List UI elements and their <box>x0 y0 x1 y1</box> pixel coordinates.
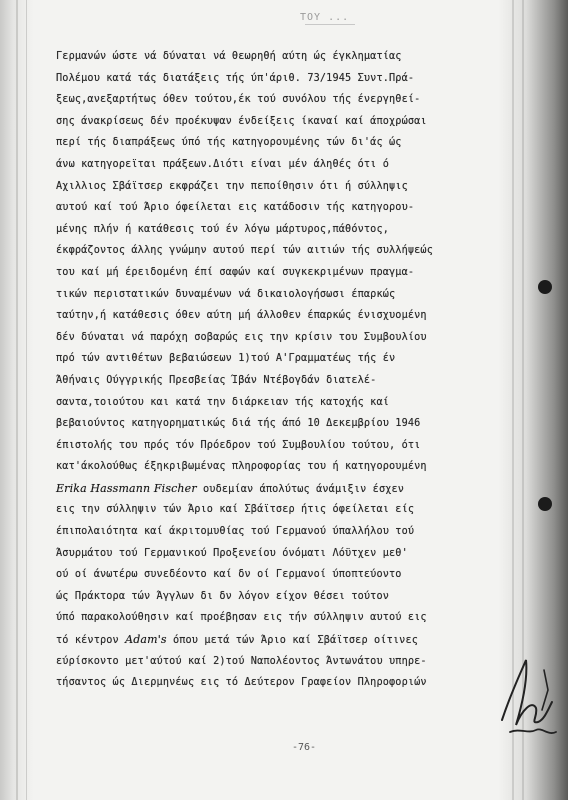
punch-hole <box>538 280 552 294</box>
text-line: εύρίσκοντο μετ'αύτού καί 2)τού Ναπολέοντος Άντωνάτου υπηρε- <box>56 655 427 667</box>
text-line: έπιστολής του πρός τόν Πρόεδρον τού Συμβουλίου τούτου, ότι <box>56 439 421 451</box>
top-note: ΤΟΥ ... <box>300 12 350 23</box>
text-line: μένης πλήν ή κατάθεσις τού έν λόγω μάρτυρος,πάθόντος, <box>56 223 390 235</box>
text-line: Άθήναις Ούγγρικής Πρεσβείας Ίβάν Ντέβογδάν διατελέ- <box>56 374 377 386</box>
left-binding-edge <box>0 0 34 800</box>
handwritten-signature <box>492 650 564 750</box>
text-line: έκφράζοντος άλλης γνώμην αυτού περί τών αιτιών τής συλλήψεώς <box>56 245 434 257</box>
text-line: Άσυρμάτου τού Γερμανικού Προξενείου όνόματι Λόϋτχεν μεθ' <box>56 547 408 559</box>
punch-hole <box>538 497 552 511</box>
text-line: ώς Πράκτορα τών Άγγλων δι δν λόγον είχον θέσει τούτον <box>56 590 390 602</box>
text-line: Πολέμου κατά τάς διατάξεις τής ύπ'άριθ. 73/1945 Συντ.Πρά- <box>56 72 415 84</box>
text-line: τήσαντος ώς Διερμηνέως εις τό Δεύτερον Γραφείον Πληροφοριών <box>56 677 427 689</box>
text-line: αυτού καί τού Άριο όφείλεται εις κατάδοσιν τής κατηγορου- <box>56 202 415 214</box>
text-line: Erika Hassmann Fischer ουδεμίαν άπολύτως άνάμιξιν έσχεν <box>56 481 405 495</box>
text-line: βεβαιούντος κατηγορηματικώς διά τής άπό 10 Δεκεμβρίου 1946 <box>56 418 421 430</box>
text-line: τό κέντρον Adam's όπου μετά τών Άριο καί Σβάϊτσερ οίτινες <box>56 633 419 647</box>
text-line: εις την σύλληψιν τών Άριο καί Σβάϊτσερ ήτις όφείλεται είς <box>56 504 415 516</box>
text-line: Αχιλλιος Σβάϊτσερ εκφράζει την πεποίθησιν ότι ή σύλληψις <box>56 180 408 192</box>
text-line: δέν δύναται νά παρόχη σοβαρώς εις την κρίσιν του Συμβουλίου <box>56 331 427 343</box>
text-line: κατ'άκολούθως έξηκριβωμένας πληροφορίας του ή κατηγορουμένη <box>56 461 427 473</box>
text-line: ύπό παρακολούθησιν καί προέβησαν εις τήν σύλληψιν αυτού εις <box>56 612 427 624</box>
top-note-underline <box>305 24 355 25</box>
text-line: σαντα,τοιούτου και κατά την διάρκειαν τής κατοχής καί <box>56 396 390 408</box>
text-line: πρό τών αντιθέτων βεβαιώσεων 1)τού Α'Γραμματέως τής έν <box>56 353 396 365</box>
text-line: σης άνακρίσεως δέν προέκυψαν ένδείξεις ίκαναί καί άποχρώσαι <box>56 115 427 127</box>
handwritten-insertion: Adam's <box>125 633 167 647</box>
page-number: -76- <box>292 742 317 753</box>
text-line: τικών περιστατικών δυναμένων νά δικαιολογήσωσι έπαρκώς <box>56 288 396 300</box>
typed-text-body <box>56 46 496 694</box>
text-line: περί τής διαπράξεως ύπό τής κατηγορουμένης τών δι'άς ώς <box>56 137 402 149</box>
text-line: έπιπολαιότητα καί άκριτομυθίας τού Γερμανού ύπαλλήλου τού <box>56 526 415 538</box>
handwritten-insertion: Erika Hassmann Fischer <box>56 481 197 495</box>
text-line: του καί μή έρειδομένη έπί σαφών καί συγκεκριμένων πραγμα- <box>56 266 415 278</box>
text-line: ξεως,ανεξαρτήτως όθεν τούτου,έκ τού συνόλου τής ένεργηθεί- <box>56 94 421 106</box>
text-line: Γερμανών ώστε νά δύναται νά θεωρηθή αύτη ώς έγκληματίας <box>56 51 402 62</box>
text-line: άνω κατηγορεϊται πράξεων.Διότι είναι μέν άληθές ότι ό <box>56 158 390 170</box>
text-line: ταύτην,ή κατάθεσις όθεν αύτη μή άλλοθεν έπαρκώς ένισχυομένη <box>56 310 427 322</box>
text-line: ού οί άνωτέρω συνεδέοντο καί δν οί Γερμανοί ύποπτεύοντο <box>56 569 402 581</box>
